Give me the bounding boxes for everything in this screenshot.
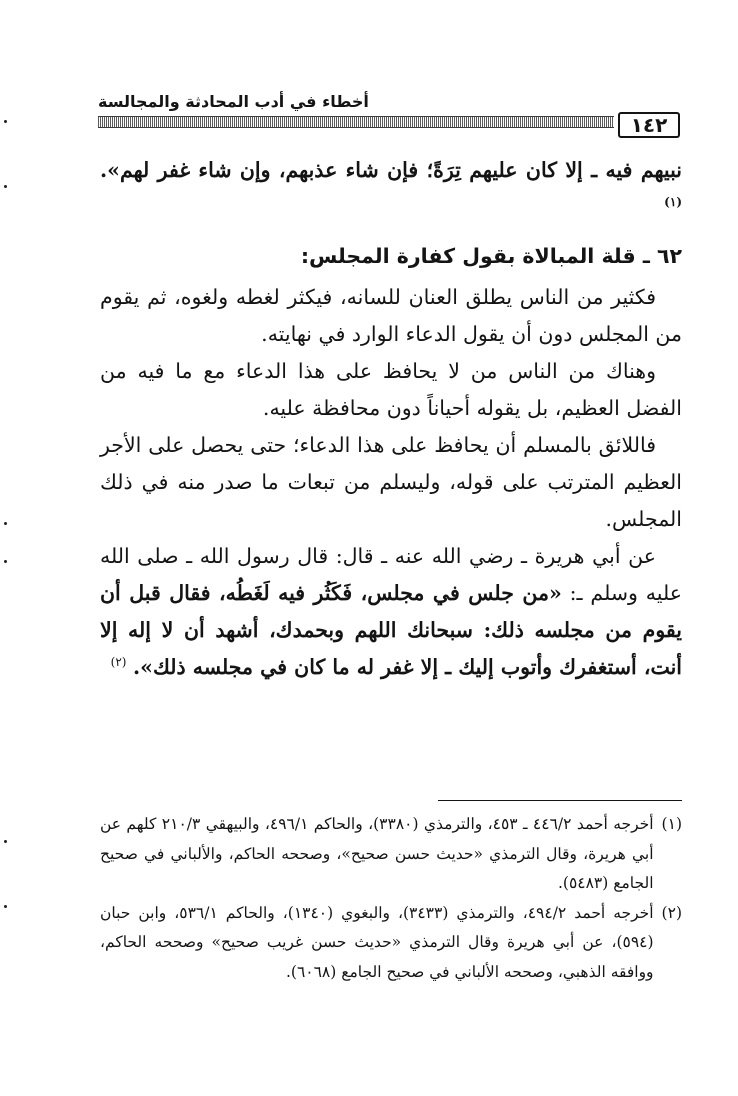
paragraph: فكثير من الناس يطلق العنان للسانه، فيكثر لغطه ولغوه، ثم يقوم من المجلس دون أن يقول الدعاء الوارد في نهايته. [100, 285, 682, 346]
scan-speck [4, 522, 7, 525]
running-header [98, 92, 680, 138]
hadith-paragraph [100, 538, 682, 686]
footnote-divider [438, 800, 682, 801]
scan-speck [4, 120, 7, 123]
footnote-number: (١) [661, 815, 682, 833]
footnote-ref: (٢) [110, 655, 127, 670]
scan-speck [4, 905, 7, 908]
header-rule [98, 116, 614, 128]
book-title: أخطاء في أدب المحادثة والمجالسة [98, 92, 369, 111]
footnote-text: أخرجه أحمد ٤٩٤/٢، والترمذي (٣٤٣٣)، والبغوي (١٣٤٠)، والحاكم ٥٣٦/١، وابن حبان (٥٩٤)، عن أبي هريرة وقال الترمذي «حديث حسن غريب صحيح» وصححه الحاكم، ووافقه الذهبي، وصححه الألباني في صحيح الجامع (٦٠٦٨). [100, 903, 654, 981]
footnotes [100, 810, 682, 987]
paragraph: فاللائق بالمسلم أن يحافظ على هذا الدعاء؛ حتى يحصل على الأجر العظيم المترتب على قوله، وليسلم من تبعات ما صدر منه في ذلك المجلس. [100, 433, 682, 531]
hadith-intro: عن أبي هريرة ـ رضي الله عنه ـ قال: قال رسول الله ـ صلى الله عليه وسلم ـ: [100, 544, 682, 605]
main-text [100, 152, 682, 686]
footnote-number: (٢) [661, 903, 682, 922]
page-number: ١٤٢ [618, 112, 680, 138]
section-heading: ٦٢ ـ قلة المبالاة بقول كفارة المجلس: [300, 244, 682, 268]
paragraph-text: نبيهم فيه ـ إلا كان عليهم تِرَةً؛ فإن شاء عذبهم، وإن شاء غفر لهم». [100, 158, 682, 182]
footnote-text: أخرجه أحمد ٤٤٦/٢ ـ ٤٥٣، والترمذي (٣٣٨٠)، والحاكم ٤٩٦/١، والبيهقي ٢١٠/٣ كلهم عن أبي هريرة، وقال الترمذي «حديث حسن صحيح»، وصححه الحاكم، والألباني في صحيح الجامع (٥٤٨٣). [100, 815, 654, 892]
scan-speck [4, 560, 7, 563]
hadith-text: «من جلس في مجلس، فَكَثُر فيه لَغَطُه، فقال قبل أن يقوم من مجلسه ذلك: سبحانك اللهم وبحمدك، أشهد أن لا إله إلا أنت، أستغفرك وأتوب إليك ـ إلا غفر له ما كان في مجلسه ذلك». [100, 581, 682, 679]
paragraph-continuation [100, 152, 682, 226]
footnote [100, 899, 682, 988]
footnote-ref: (١) [664, 195, 682, 210]
scan-speck [4, 840, 7, 843]
paragraph: وهناك من الناس من لا يحافظ على هذا الدعاء مع ما فيه من الفضل العظيم، بل يقوله أحياناً دون محافظة عليه. [100, 359, 682, 420]
scan-speck [4, 185, 7, 188]
footnote [100, 810, 682, 899]
